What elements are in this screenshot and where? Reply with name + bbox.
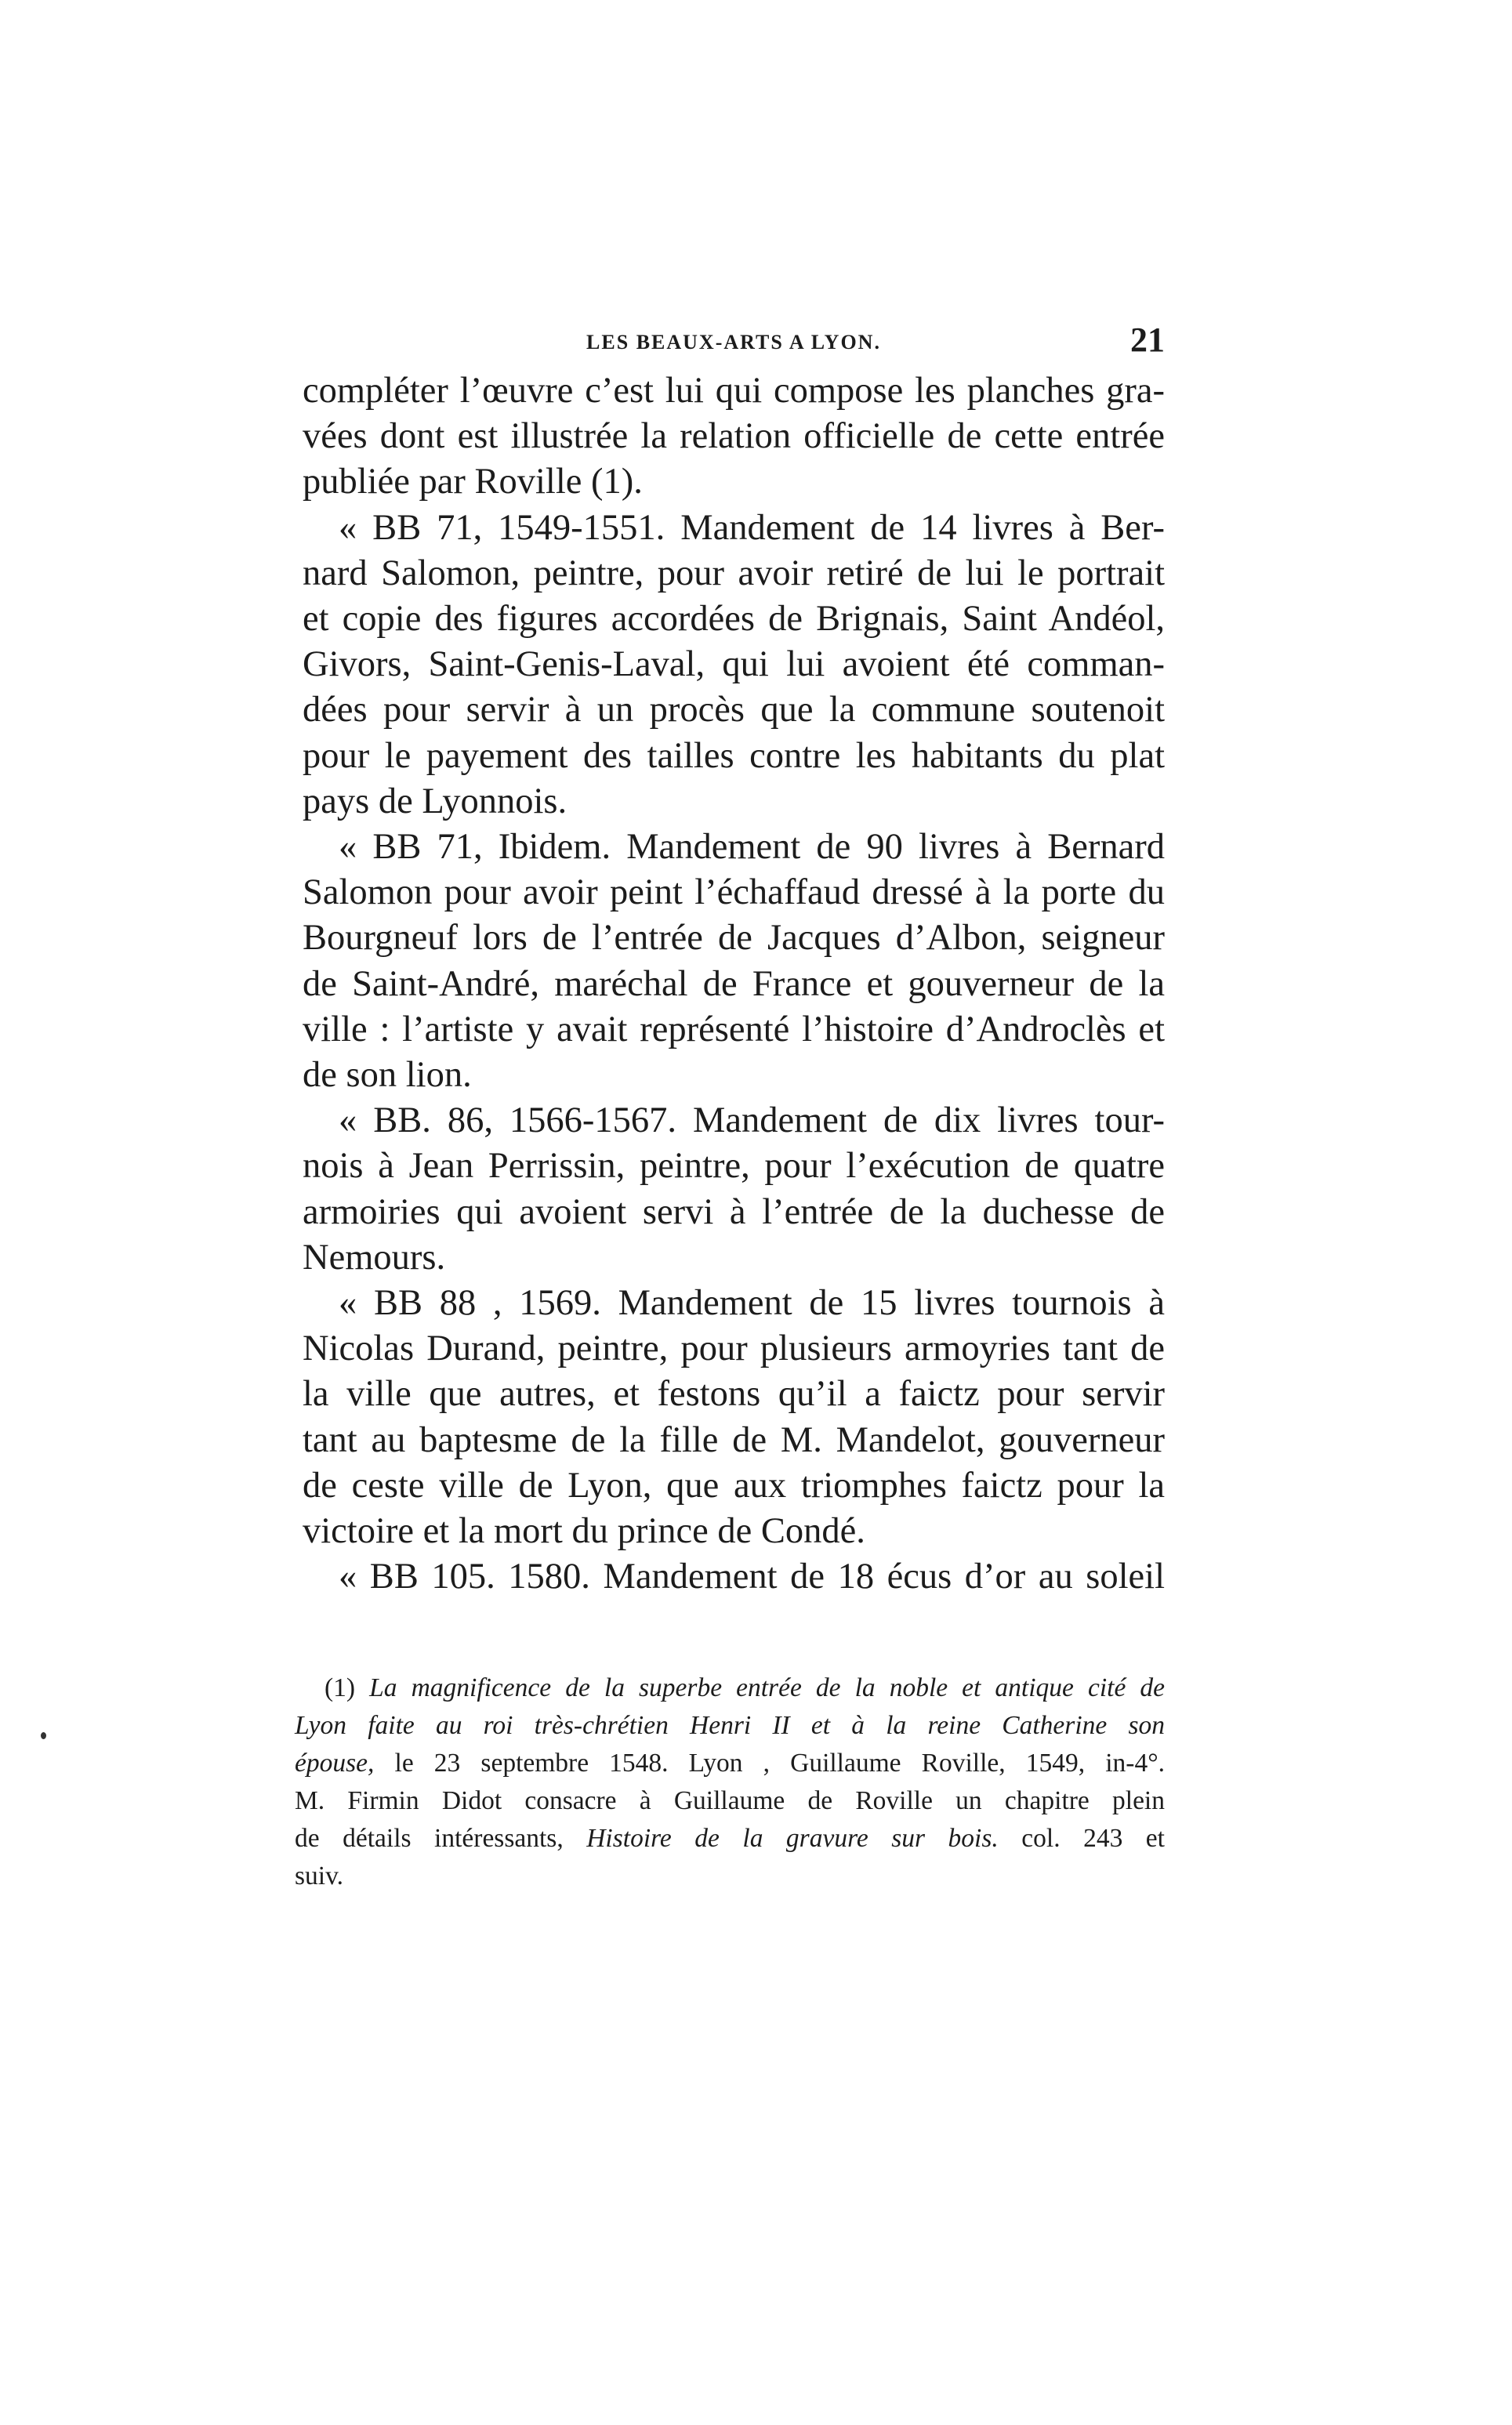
body-line: pays de Lyonnois. xyxy=(303,781,567,821)
body-line: de ceste ville de Lyon, que aux triomphes faictz pour la xyxy=(303,1465,1165,1506)
body-line: Bourgneuf lors de l’entrée de Jacques d’Albon, seigneur xyxy=(303,918,1165,959)
body-line: compléter l’œuvre c’est lui qui compose les planches gra- xyxy=(303,371,1165,411)
footnote-line: M. Firmin Didot consacre à Guillaume de Roville un chapitre plein xyxy=(295,1786,1165,1815)
footnote-title-part: épouse, xyxy=(295,1749,375,1778)
body-line: tant au baptesme de la fille de M. Mandelot, gouverneur xyxy=(303,1419,1165,1460)
body-line: la ville que autres, et festons qu’il a faictz pour servir xyxy=(303,1374,1165,1415)
body-line: Nicolas Durand, peintre, pour plusieurs armoyries tant de xyxy=(303,1328,1165,1369)
body-line: « BB. 86, 1566-1567. Mandement de dix livres tour- xyxy=(339,1100,1165,1141)
body-line: de Saint-André, maréchal de France et gouverneur de la xyxy=(303,963,1165,1004)
footnote-line xyxy=(295,1669,1165,1707)
footnote-line xyxy=(295,1707,1165,1745)
footnote-text: col. 243 et xyxy=(998,1824,1165,1853)
footnote-title-part: La magnificence de la superbe entrée de la noble et antique cité de xyxy=(369,1673,1165,1702)
page-header xyxy=(303,320,1165,367)
body-line: « BB 71, Ibidem. Mandement de 90 livres à Bernard xyxy=(339,827,1165,868)
body-line: dées pour servir à un procès que la commune soutenoit xyxy=(303,690,1165,730)
body-line: Givors, Saint-Genis-Laval, qui lui avoient été comman- xyxy=(303,644,1165,685)
ink-speck xyxy=(41,1732,46,1739)
footnote-marker: (1) xyxy=(325,1673,356,1702)
body-line: « BB 71, 1549-1551. Mandement de 14 livres à Ber- xyxy=(339,507,1165,548)
body-line: armoiries qui avoient servi à l’entrée de la duchesse de xyxy=(303,1191,1165,1232)
body-line: ville : l’artiste y avait représenté l’histoire d’Androclès et xyxy=(303,1009,1165,1049)
page-number: 21 xyxy=(1130,321,1165,359)
footnote-title-part: Lyon faite au roi très-chrétien Henri II et à la reine Catherine son xyxy=(295,1711,1165,1740)
footnote xyxy=(295,1669,1165,1895)
body-line: vées dont est illustrée la relation officielle de cette entrée xyxy=(303,416,1165,457)
body-line: victoire et la mort du prince de Condé. xyxy=(303,1511,865,1552)
footnote-line xyxy=(295,1745,1165,1782)
footnote-cited-work: Histoire de la gravure sur bois. xyxy=(586,1824,999,1853)
body-line: et copie des figures accordées de Brignais, Saint Andéol, xyxy=(303,599,1165,640)
body-line: nard Salomon, peintre, pour avoir retiré de lui le portrait xyxy=(303,553,1165,593)
footnote-line xyxy=(295,1820,1165,1858)
footnote-text: de détails intéressants, xyxy=(295,1824,587,1853)
body-line: pour le payement des tailles contre les habitants du plat xyxy=(303,735,1165,776)
body-line: de son lion. xyxy=(303,1055,472,1096)
body-line: publiée par Roville (1). xyxy=(303,462,643,502)
body-line: « BB 105. 1580. Mandement de 18 écus d’or au soleil xyxy=(339,1557,1165,1597)
body-line: « BB 88 , 1569. Mandement de 15 livres tournois à xyxy=(339,1283,1165,1324)
running-head: LES BEAUX-ARTS A LYON. xyxy=(586,331,881,353)
body-text xyxy=(303,368,1165,1600)
footnote-text: le 23 septembre 1548. Lyon , Guillaume Roville, 1549, in-4°. xyxy=(374,1749,1165,1778)
body-line: Nemours. xyxy=(303,1237,446,1278)
body-line: Salomon pour avoir peint l’échaffaud dressé à la porte du xyxy=(303,872,1165,913)
body-line: nois à Jean Perrissin, peintre, pour l’exécution de quatre xyxy=(303,1146,1165,1187)
footnote-line: suiv. xyxy=(295,1861,344,1890)
